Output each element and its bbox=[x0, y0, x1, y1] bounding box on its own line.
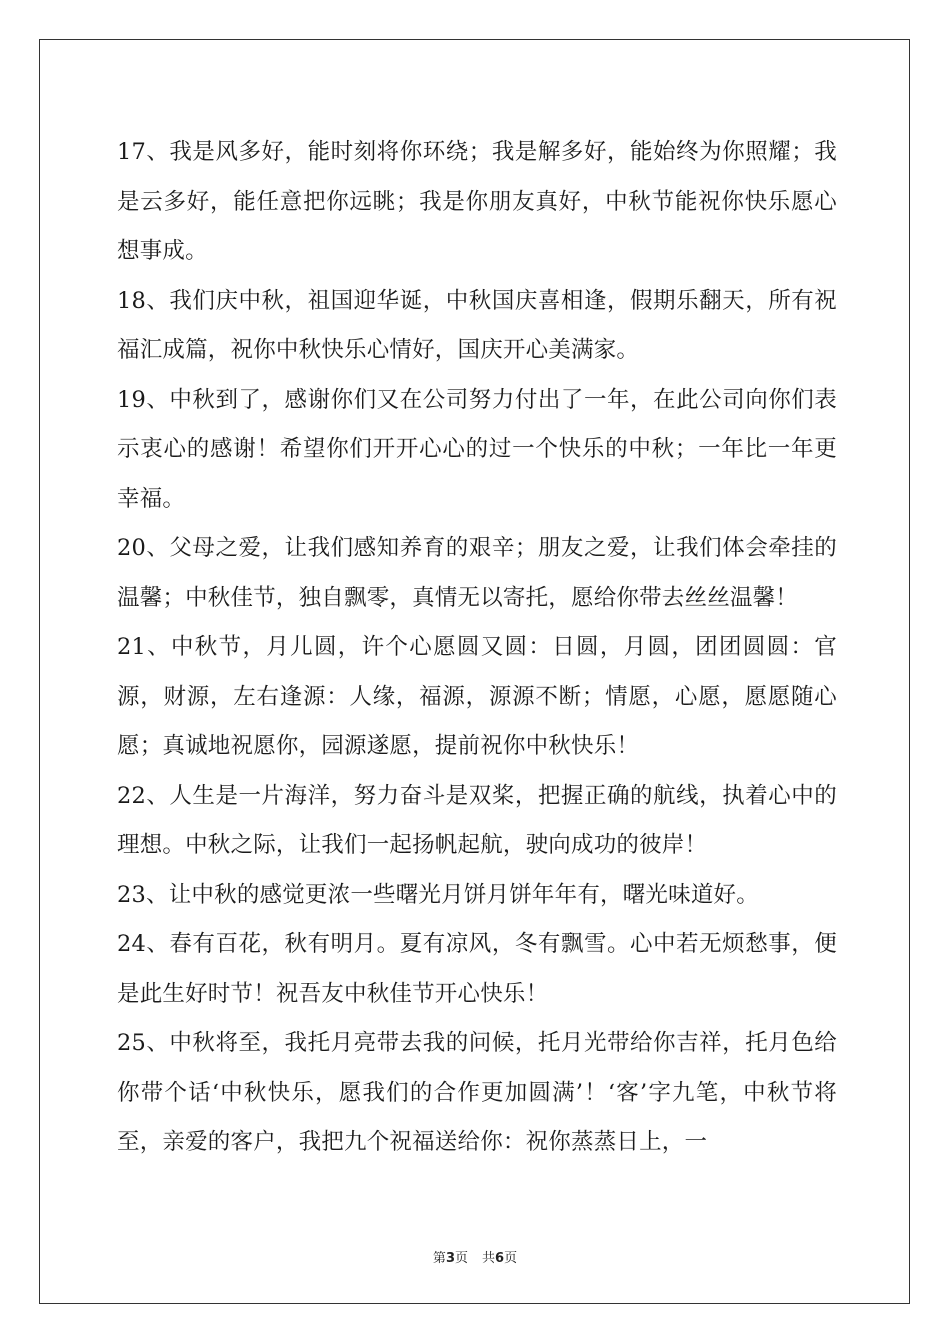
paragraph-20: 20、父母之爱，让我们感知养育的艰辛；朋友之爱，让我们体会牵挂的温馨；中秋佳节，独自飘零，真情无以寄托，愿给你带去丝丝温馨！ bbox=[117, 535, 837, 611]
total-pages bbox=[482, 1251, 517, 1266]
page-indicator bbox=[433, 1251, 468, 1266]
total-suffix: 页 bbox=[504, 1251, 518, 1266]
paragraph-25: 25、中秋将至，我托月亮带去我的问候，托月光带给你吉祥，托月色给你带个话‘中秋快乐，愿我们的合作更加圆满’！‘客’字九笔，中秋节将至，亲爱的客户，我把九个祝福送给你：祝你蒸蒸日上，一 bbox=[117, 1030, 837, 1155]
paragraph-24: 24、春有百花，秋有明月。夏有凉风，冬有飘雪。心中若无烦愁事，便是此生好时节！祝吾友中秋佳节开心快乐！ bbox=[117, 931, 837, 1007]
total-prefix: 共 bbox=[482, 1251, 496, 1266]
paragraph-18: 18、我们庆中秋，祖国迎华诞，中秋国庆喜相逢，假期乐翻天，所有祝福汇成篇，祝你中秋快乐心情好，国庆开心美满家。 bbox=[117, 287, 837, 363]
page-prefix: 第 bbox=[432, 1251, 446, 1266]
paragraph-17: 17、我是风多好，能时刻将你环绕；我是解多好，能始终为你照耀；我是云多好，能任意把你远眺；我是你朋友真好，中秋节能祝你快乐愿心想事成。 bbox=[117, 139, 837, 264]
page-suffix: 页 bbox=[454, 1251, 468, 1266]
paragraph-19: 19、中秋到了，感谢你们又在公司努力付出了一年，在此公司向你们表示衷心的感谢！希望你们开开心心的过一个快乐的中秋；一年比一年更幸福。 bbox=[117, 386, 837, 512]
paragraph-22: 22、人生是一片海洋，努力奋斗是双桨，把握正确的航线，执着心中的理想。中秋之际，让我们一起扬帆起航，驶向成功的彼岸！ bbox=[117, 782, 837, 858]
total-number: 6 bbox=[495, 1251, 505, 1266]
document-body bbox=[117, 128, 837, 1168]
page-footer bbox=[0, 1247, 950, 1266]
paragraph-23: 23、让中秋的感觉更浓一些曙光月饼月饼年年有，曙光味道好。 bbox=[117, 881, 759, 908]
paragraph-21: 21、中秋节，月儿圆，许个心愿圆又圆：日圆，月圆，团团圆圆：官源，财源，左右逢源：人缘，福源，源源不断；情愿，心愿，愿愿随心愿；真诚地祝愿你，园源遂愿，提前祝你中秋快乐！ bbox=[117, 634, 837, 759]
page-number: 3 bbox=[445, 1251, 455, 1266]
